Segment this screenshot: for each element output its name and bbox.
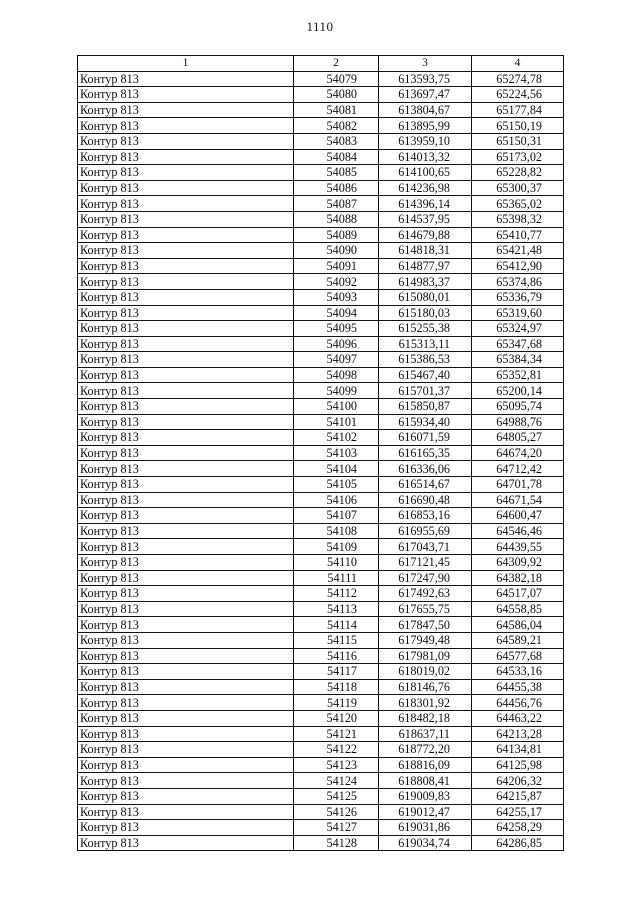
table-row — [78, 258, 564, 274]
point-number-cell: 54091 — [294, 258, 379, 274]
y-coordinate-cell: 64455,38 — [472, 679, 564, 695]
table-header-row — [78, 56, 564, 72]
point-number-cell: 54087 — [294, 196, 379, 212]
x-coordinate-cell: 619034,74 — [379, 835, 472, 851]
table-row — [78, 274, 564, 290]
y-coordinate-cell: 64600,47 — [472, 508, 564, 524]
table-row — [78, 710, 564, 726]
point-number-cell: 54086 — [294, 180, 379, 196]
table-row — [78, 648, 564, 664]
point-number-cell: 54111 — [294, 570, 379, 586]
x-coordinate-cell: 617121,45 — [379, 555, 472, 571]
contour-name-cell: Контур 813 — [78, 726, 294, 742]
y-coordinate-cell: 64463,22 — [472, 710, 564, 726]
x-coordinate-cell: 614818,31 — [379, 243, 472, 259]
x-coordinate-cell: 615701,37 — [379, 383, 472, 399]
contour-name-cell: Контур 813 — [78, 617, 294, 633]
contour-name-cell: Контур 813 — [78, 211, 294, 227]
point-number-cell: 54093 — [294, 289, 379, 305]
point-number-cell: 54119 — [294, 695, 379, 711]
x-coordinate-cell: 619031,86 — [379, 820, 472, 836]
table-row — [78, 367, 564, 383]
y-coordinate-cell: 64558,85 — [472, 601, 564, 617]
y-coordinate-cell: 64546,46 — [472, 523, 564, 539]
y-coordinate-cell: 64255,17 — [472, 804, 564, 820]
x-coordinate-cell: 614877,97 — [379, 258, 472, 274]
table-row — [78, 149, 564, 165]
table-row — [78, 71, 564, 87]
page-number: 1110 — [306, 19, 334, 34]
x-coordinate-cell: 616690,48 — [379, 492, 472, 508]
x-coordinate-cell: 615386,53 — [379, 352, 472, 368]
y-coordinate-cell: 64517,07 — [472, 586, 564, 602]
point-number-cell: 54097 — [294, 352, 379, 368]
y-coordinate-cell: 64589,21 — [472, 632, 564, 648]
contour-name-cell: Контур 813 — [78, 601, 294, 617]
point-number-cell: 54110 — [294, 555, 379, 571]
point-number-cell: 54118 — [294, 679, 379, 695]
table-row — [78, 243, 564, 259]
x-coordinate-cell: 615080,01 — [379, 289, 472, 305]
x-coordinate-cell: 614679,88 — [379, 227, 472, 243]
y-coordinate-cell: 64533,16 — [472, 664, 564, 680]
contour-name-cell: Контур 813 — [78, 430, 294, 446]
point-number-cell: 54126 — [294, 804, 379, 820]
contour-name-cell: Контур 813 — [78, 664, 294, 680]
x-coordinate-cell: 616165,35 — [379, 445, 472, 461]
contour-name-cell: Контур 813 — [78, 196, 294, 212]
contour-name-cell: Контур 813 — [78, 352, 294, 368]
x-coordinate-cell: 617043,71 — [379, 539, 472, 555]
table-row — [78, 336, 564, 352]
column-header-1: 1 — [78, 56, 294, 72]
contour-name-cell: Контур 813 — [78, 539, 294, 555]
table-row — [78, 539, 564, 555]
y-coordinate-cell: 64382,18 — [472, 570, 564, 586]
y-coordinate-cell: 64586,04 — [472, 617, 564, 633]
y-coordinate-cell: 64805,27 — [472, 430, 564, 446]
contour-name-cell: Контур 813 — [78, 586, 294, 602]
y-coordinate-cell: 65150,31 — [472, 133, 564, 149]
x-coordinate-cell: 614396,14 — [379, 196, 472, 212]
contour-name-cell: Контур 813 — [78, 710, 294, 726]
point-number-cell: 54104 — [294, 461, 379, 477]
point-number-cell: 54102 — [294, 430, 379, 446]
x-coordinate-cell: 618019,02 — [379, 664, 472, 680]
contour-name-cell: Контур 813 — [78, 695, 294, 711]
y-coordinate-cell: 64213,28 — [472, 726, 564, 742]
table-row — [78, 289, 564, 305]
contour-name-cell: Контур 813 — [78, 788, 294, 804]
y-coordinate-cell: 65095,74 — [472, 399, 564, 415]
table-row — [78, 570, 564, 586]
y-coordinate-cell: 65177,84 — [472, 102, 564, 118]
table-row — [78, 788, 564, 804]
y-coordinate-cell: 65398,32 — [472, 211, 564, 227]
contour-name-cell: Контур 813 — [78, 523, 294, 539]
table-row — [78, 601, 564, 617]
y-coordinate-cell: 65324,97 — [472, 321, 564, 337]
point-number-cell: 54101 — [294, 414, 379, 430]
x-coordinate-cell: 614537,95 — [379, 211, 472, 227]
x-coordinate-cell: 614013,32 — [379, 149, 472, 165]
contour-name-cell: Контур 813 — [78, 383, 294, 399]
table-row — [78, 632, 564, 648]
point-number-cell: 54114 — [294, 617, 379, 633]
contour-name-cell: Контур 813 — [78, 757, 294, 773]
x-coordinate-cell: 614983,37 — [379, 274, 472, 290]
table-row — [78, 414, 564, 430]
x-coordinate-cell: 613593,75 — [379, 71, 472, 87]
coordinates-table — [77, 55, 564, 851]
x-coordinate-cell: 616955,69 — [379, 523, 472, 539]
x-coordinate-cell: 615850,87 — [379, 399, 472, 415]
y-coordinate-cell: 65150,19 — [472, 118, 564, 134]
x-coordinate-cell: 618301,92 — [379, 695, 472, 711]
point-number-cell: 54112 — [294, 586, 379, 602]
point-number-cell: 54116 — [294, 648, 379, 664]
y-coordinate-cell: 65347,68 — [472, 336, 564, 352]
contour-name-cell: Контур 813 — [78, 336, 294, 352]
x-coordinate-cell: 616071,59 — [379, 430, 472, 446]
table-row — [78, 352, 564, 368]
table-row — [78, 118, 564, 134]
table-row — [78, 227, 564, 243]
point-number-cell: 54121 — [294, 726, 379, 742]
table-row — [78, 508, 564, 524]
contour-name-cell: Контур 813 — [78, 835, 294, 851]
point-number-cell: 54083 — [294, 133, 379, 149]
y-coordinate-cell: 65410,77 — [472, 227, 564, 243]
x-coordinate-cell: 618816,09 — [379, 757, 472, 773]
point-number-cell: 54096 — [294, 336, 379, 352]
contour-name-cell: Контур 813 — [78, 305, 294, 321]
table-row — [78, 102, 564, 118]
x-coordinate-cell: 619009,83 — [379, 788, 472, 804]
table-row — [78, 757, 564, 773]
x-coordinate-cell: 618146,76 — [379, 679, 472, 695]
column-header-3: 3 — [379, 56, 472, 72]
contour-name-cell: Контур 813 — [78, 804, 294, 820]
x-coordinate-cell: 616336,06 — [379, 461, 472, 477]
table-row — [78, 133, 564, 149]
point-number-cell: 54082 — [294, 118, 379, 134]
point-number-cell: 54079 — [294, 71, 379, 87]
contour-name-cell: Контур 813 — [78, 87, 294, 103]
y-coordinate-cell: 65319,60 — [472, 305, 564, 321]
table-row — [78, 165, 564, 181]
contour-name-cell: Контур 813 — [78, 165, 294, 181]
y-coordinate-cell: 65200,14 — [472, 383, 564, 399]
x-coordinate-cell: 613697,47 — [379, 87, 472, 103]
y-coordinate-cell: 64701,78 — [472, 477, 564, 493]
x-coordinate-cell: 617247,90 — [379, 570, 472, 586]
point-number-cell: 54090 — [294, 243, 379, 259]
y-coordinate-cell: 65365,02 — [472, 196, 564, 212]
table-row — [78, 742, 564, 758]
table-row — [78, 321, 564, 337]
point-number-cell: 54123 — [294, 757, 379, 773]
x-coordinate-cell: 618637,11 — [379, 726, 472, 742]
point-number-cell: 54094 — [294, 305, 379, 321]
contour-name-cell: Контур 813 — [78, 289, 294, 305]
table-row — [78, 804, 564, 820]
table-row — [78, 773, 564, 789]
point-number-cell: 54088 — [294, 211, 379, 227]
point-number-cell: 54105 — [294, 477, 379, 493]
point-number-cell: 54084 — [294, 149, 379, 165]
contour-name-cell: Контур 813 — [78, 71, 294, 87]
y-coordinate-cell: 65412,90 — [472, 258, 564, 274]
x-coordinate-cell: 619012,47 — [379, 804, 472, 820]
contour-name-cell: Контур 813 — [78, 414, 294, 430]
y-coordinate-cell: 64309,92 — [472, 555, 564, 571]
y-coordinate-cell: 64125,98 — [472, 757, 564, 773]
y-coordinate-cell: 64206,32 — [472, 773, 564, 789]
y-coordinate-cell: 65384,34 — [472, 352, 564, 368]
column-header-2: 2 — [294, 56, 379, 72]
y-coordinate-cell: 64988,76 — [472, 414, 564, 430]
table-row — [78, 492, 564, 508]
point-number-cell: 54117 — [294, 664, 379, 680]
y-coordinate-cell: 64134,81 — [472, 742, 564, 758]
point-number-cell: 54089 — [294, 227, 379, 243]
point-number-cell: 54127 — [294, 820, 379, 836]
point-number-cell: 54113 — [294, 601, 379, 617]
x-coordinate-cell: 615467,40 — [379, 367, 472, 383]
table-row — [78, 726, 564, 742]
x-coordinate-cell: 614100,65 — [379, 165, 472, 181]
contour-name-cell: Контур 813 — [78, 367, 294, 383]
table-row — [78, 445, 564, 461]
x-coordinate-cell: 615180,03 — [379, 305, 472, 321]
contour-name-cell: Контур 813 — [78, 102, 294, 118]
table-row — [78, 695, 564, 711]
table-row — [78, 477, 564, 493]
contour-name-cell: Контур 813 — [78, 508, 294, 524]
point-number-cell: 54098 — [294, 367, 379, 383]
table-row — [78, 835, 564, 851]
table-row — [78, 523, 564, 539]
y-coordinate-cell: 64439,55 — [472, 539, 564, 555]
y-coordinate-cell: 64258,29 — [472, 820, 564, 836]
y-coordinate-cell: 64674,20 — [472, 445, 564, 461]
point-number-cell: 54115 — [294, 632, 379, 648]
contour-name-cell: Контур 813 — [78, 274, 294, 290]
contour-name-cell: Контур 813 — [78, 570, 294, 586]
x-coordinate-cell: 616853,16 — [379, 508, 472, 524]
x-coordinate-cell: 618482,18 — [379, 710, 472, 726]
table-row — [78, 383, 564, 399]
point-number-cell: 54125 — [294, 788, 379, 804]
x-coordinate-cell: 617655,75 — [379, 601, 472, 617]
table-row — [78, 430, 564, 446]
x-coordinate-cell: 614236,98 — [379, 180, 472, 196]
contour-name-cell: Контур 813 — [78, 227, 294, 243]
x-coordinate-cell: 613895,99 — [379, 118, 472, 134]
point-number-cell: 54100 — [294, 399, 379, 415]
x-coordinate-cell: 617949,48 — [379, 632, 472, 648]
y-coordinate-cell: 65224,56 — [472, 87, 564, 103]
table-row — [78, 305, 564, 321]
x-coordinate-cell: 615934,40 — [379, 414, 472, 430]
x-coordinate-cell: 617847,50 — [379, 617, 472, 633]
point-number-cell: 54080 — [294, 87, 379, 103]
point-number-cell: 54128 — [294, 835, 379, 851]
contour-name-cell: Контур 813 — [78, 477, 294, 493]
y-coordinate-cell: 64671,54 — [472, 492, 564, 508]
contour-name-cell: Контур 813 — [78, 180, 294, 196]
contour-name-cell: Контур 813 — [78, 118, 294, 134]
x-coordinate-cell: 613959,10 — [379, 133, 472, 149]
y-coordinate-cell: 65228,82 — [472, 165, 564, 181]
point-number-cell: 54095 — [294, 321, 379, 337]
point-number-cell: 54109 — [294, 539, 379, 555]
table-row — [78, 399, 564, 415]
table-row — [78, 555, 564, 571]
table-row — [78, 180, 564, 196]
point-number-cell: 54107 — [294, 508, 379, 524]
table-row — [78, 196, 564, 212]
x-coordinate-cell: 618772,20 — [379, 742, 472, 758]
contour-name-cell: Контур 813 — [78, 258, 294, 274]
point-number-cell: 54106 — [294, 492, 379, 508]
table-row — [78, 211, 564, 227]
contour-name-cell: Контур 813 — [78, 461, 294, 477]
table-row — [78, 664, 564, 680]
point-number-cell: 54108 — [294, 523, 379, 539]
contour-name-cell: Контур 813 — [78, 243, 294, 259]
table-row — [78, 461, 564, 477]
contour-name-cell: Контур 813 — [78, 445, 294, 461]
contour-name-cell: Контур 813 — [78, 399, 294, 415]
table-row — [78, 87, 564, 103]
x-coordinate-cell: 617981,09 — [379, 648, 472, 664]
column-header-4: 4 — [472, 56, 564, 72]
point-number-cell: 54124 — [294, 773, 379, 789]
table-body — [78, 71, 564, 851]
contour-name-cell: Контур 813 — [78, 133, 294, 149]
y-coordinate-cell: 65421,48 — [472, 243, 564, 259]
x-coordinate-cell: 618808,41 — [379, 773, 472, 789]
y-coordinate-cell: 65336,79 — [472, 289, 564, 305]
y-coordinate-cell: 64215,87 — [472, 788, 564, 804]
y-coordinate-cell: 64577,68 — [472, 648, 564, 664]
point-number-cell: 54120 — [294, 710, 379, 726]
table-row — [78, 679, 564, 695]
x-coordinate-cell: 615255,38 — [379, 321, 472, 337]
y-coordinate-cell: 64286,85 — [472, 835, 564, 851]
contour-name-cell: Контур 813 — [78, 648, 294, 664]
y-coordinate-cell: 64712,42 — [472, 461, 564, 477]
point-number-cell: 54092 — [294, 274, 379, 290]
point-number-cell: 54085 — [294, 165, 379, 181]
y-coordinate-cell: 65300,37 — [472, 180, 564, 196]
y-coordinate-cell: 64456,76 — [472, 695, 564, 711]
point-number-cell: 54103 — [294, 445, 379, 461]
contour-name-cell: Контур 813 — [78, 679, 294, 695]
contour-name-cell: Контур 813 — [78, 149, 294, 165]
x-coordinate-cell: 615313,11 — [379, 336, 472, 352]
point-number-cell: 54099 — [294, 383, 379, 399]
contour-name-cell: Контур 813 — [78, 742, 294, 758]
y-coordinate-cell: 65274,78 — [472, 71, 564, 87]
table-row — [78, 820, 564, 836]
x-coordinate-cell: 616514,67 — [379, 477, 472, 493]
contour-name-cell: Контур 813 — [78, 773, 294, 789]
contour-name-cell: Контур 813 — [78, 632, 294, 648]
contour-name-cell: Контур 813 — [78, 555, 294, 571]
x-coordinate-cell: 617492,63 — [379, 586, 472, 602]
contour-name-cell: Контур 813 — [78, 321, 294, 337]
contour-name-cell: Контур 813 — [78, 492, 294, 508]
x-coordinate-cell: 613804,67 — [379, 102, 472, 118]
point-number-cell: 54122 — [294, 742, 379, 758]
table-row — [78, 617, 564, 633]
table-row — [78, 586, 564, 602]
y-coordinate-cell: 65173,02 — [472, 149, 564, 165]
y-coordinate-cell: 65352,81 — [472, 367, 564, 383]
contour-name-cell: Контур 813 — [78, 820, 294, 836]
point-number-cell: 54081 — [294, 102, 379, 118]
y-coordinate-cell: 65374,86 — [472, 274, 564, 290]
